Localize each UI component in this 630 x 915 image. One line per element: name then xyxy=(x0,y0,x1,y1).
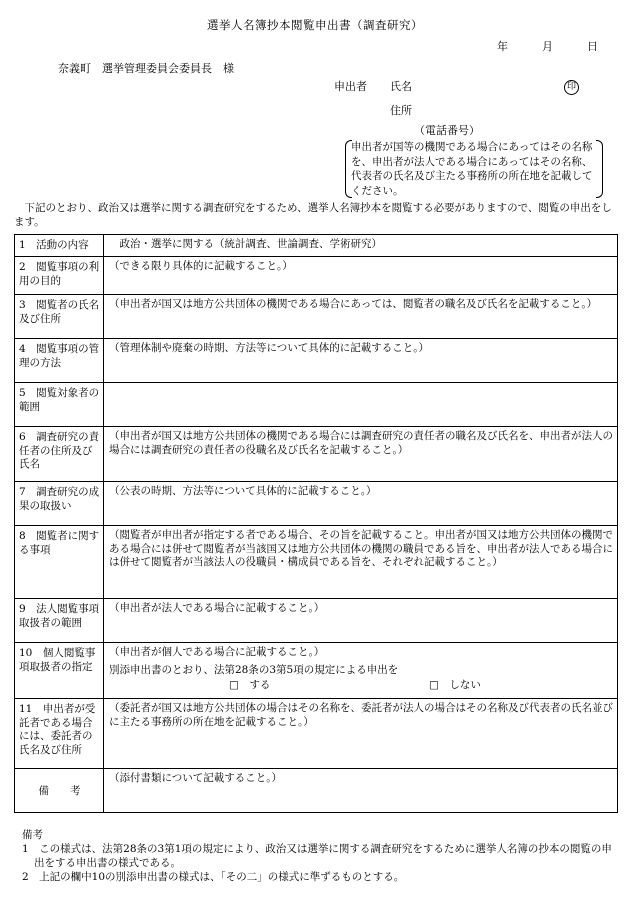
row-label: 3 閲覧者の氏名及び住所 xyxy=(15,295,104,339)
table-row xyxy=(15,769,618,813)
row-label: 2 閲覧事項の利用の目的 xyxy=(15,257,104,295)
row-value: （申出者が法人である場合に記載すること。） xyxy=(104,599,618,643)
row-value: （公表の時期、方法等について具体的に記載すること。） xyxy=(104,482,618,526)
footnotes xyxy=(22,828,618,884)
phone-label: （電話番号） xyxy=(414,124,480,137)
individual-designation-text: 別添申出書のとおり、法第28条の3第5項の規定による申出を xyxy=(109,663,399,676)
choice-yes-checkbox[interactable]: □ する xyxy=(229,679,271,691)
row-value: （申出者が個人である場合に記載すること。） xyxy=(109,646,325,658)
row-label: 7 調査研究の成果の取扱い xyxy=(15,482,104,526)
row-value: （申出者が国又は地方公共団体の機関である場合には調査研究の責任者の職名及び氏名を、申出者が法人の場合には調査研究の責任者の役職名及び氏名を記載すること。） xyxy=(104,427,618,482)
name-label: 氏名 xyxy=(390,80,412,93)
date-day: 日 xyxy=(587,40,598,53)
row-value: （できる限り具体的に記載すること。） xyxy=(104,257,618,295)
application-form-table xyxy=(14,234,618,813)
date-line xyxy=(497,40,598,55)
row-label: 5 閲覧対象者の範囲 xyxy=(15,383,104,427)
table-row xyxy=(15,235,618,257)
applicant-label: 申出者 xyxy=(334,80,367,93)
table-row xyxy=(15,526,618,599)
addressee: 奈義町 選挙管理委員会委員長 様 xyxy=(58,62,234,75)
row-value xyxy=(104,383,618,427)
intro-paragraph: 下記のとおり、政治又は選挙に関する調査研究をするため、選挙人名簿抄本を閲覧する必要がありますので、閲覧の申出をします。 xyxy=(14,202,612,228)
row-label: 9 法人閲覧事項取扱者の範囲 xyxy=(15,599,104,643)
row-label: 6 調査研究の責任者の住所及び氏名 xyxy=(15,427,104,482)
row-value-group xyxy=(104,643,618,699)
row-label: 1 活動の内容 xyxy=(15,235,104,257)
date-year: 年 xyxy=(497,40,508,53)
table-row xyxy=(15,295,618,339)
note-item: 2 上記の欄中10の別添申出書の様式は、「その二」の様式に準ずるものとする。 xyxy=(22,871,405,883)
row-label: 8 閲覧者に関する事項 xyxy=(15,526,104,599)
choice-no-checkbox[interactable]: □ しない xyxy=(429,679,481,691)
row-value: 政治・選挙に関する（統計調査、世論調査、学術研究） xyxy=(104,235,618,257)
table-row xyxy=(15,643,618,699)
row-value: （委託者が国又は地方公共団体の場合はその名称を、委託者が法人の場合はその名称及び代表者の氏名並びに主たる事務所の所在地を記載すること。） xyxy=(104,699,618,769)
row-label: 11 申出者が受託者である場合には、委託者の氏名及び住所 xyxy=(15,699,104,769)
table-row xyxy=(15,427,618,482)
table-row xyxy=(15,699,618,769)
table-row xyxy=(15,339,618,383)
row-label: 備 考 xyxy=(15,769,104,813)
notes-heading: 備考 xyxy=(22,829,43,841)
table-row xyxy=(15,383,618,427)
table-row xyxy=(15,257,618,295)
row-value: （閲覧者が申出者が指定する者である場合、その旨を記載すること。申出者が国又は地方公共団体の機関である場合には併せて閲覧者が当該国又は地方公共団体の機関の職員である旨を、申出者が法人である場合には併せて閲覧者が当該法人の役職員・構成員である旨を、それぞれ記載すること。） xyxy=(104,526,618,599)
row-value: （添付書類について記載すること。） xyxy=(104,769,618,813)
date-month: 月 xyxy=(542,40,553,53)
row-label: 4 閲覧事項の管理の方法 xyxy=(15,339,104,383)
seal-mark: 印 xyxy=(564,80,579,95)
applicant-block xyxy=(334,80,604,137)
row-value: （管理体制や廃棄の時期、方法等について具体的に記載すること。） xyxy=(104,339,618,383)
table-row xyxy=(15,599,618,643)
page-title: 選挙人名簿抄本閲覧申出書（調査研究） xyxy=(207,18,423,32)
row-label: 10 個人閲覧事項取扱者の指定 xyxy=(15,643,104,699)
designation-choices xyxy=(109,679,613,693)
note-item: 1 この様式は、法第28条の3第1項の規定により、政治又は選挙に関する調査研究をするために選挙人名簿の抄本の閲覧の申出をする申出書の様式である。 xyxy=(22,843,612,869)
table-row xyxy=(15,482,618,526)
address-label: 住所 xyxy=(390,104,412,117)
row-value: （申出者が国又は地方公共団体の機関である場合にあっては、閲覧者の職名及び氏名を記載すること。） xyxy=(104,295,618,339)
applicant-instruction-note: 申出者が国等の機関である場合にあってはその名称を、申出者が法人である場合にあってはその名称、代表者の氏名及び主たる事務所の所在地を記載してください。 xyxy=(345,140,603,198)
